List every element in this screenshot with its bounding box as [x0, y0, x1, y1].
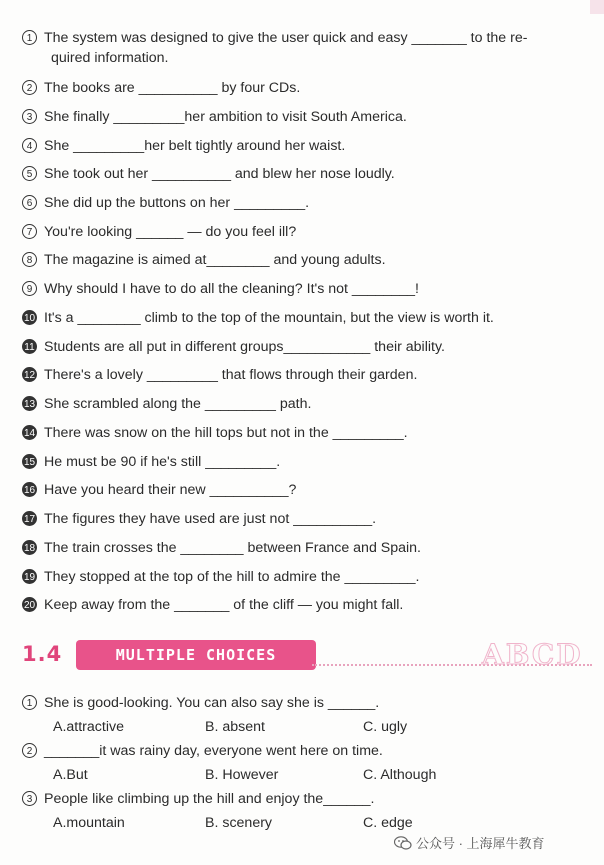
question-number: 4: [22, 138, 37, 153]
mc-option-b: B. absent: [205, 719, 265, 735]
section-number: 1.4: [22, 642, 63, 666]
section-header: [22, 638, 592, 674]
question-text: She scrambled along the _________ path.: [44, 396, 312, 412]
question-12: [22, 365, 584, 385]
question-text: The figures they have used are just not __________.: [44, 511, 377, 527]
question-number: 14: [22, 425, 37, 440]
question-text: Students are all put in different groups___________ their ability.: [44, 339, 445, 355]
question-10: [22, 308, 584, 328]
question-text: She finally _________her ambition to visit South America.: [44, 109, 407, 125]
question-16: [22, 480, 584, 500]
question-number: 3: [22, 109, 37, 124]
question-9: [22, 279, 584, 299]
question-number: 20: [22, 597, 37, 612]
question-text: The magazine is aimed at________ and young adults.: [44, 252, 386, 268]
question-text: There's a lovely _________ that flows through their garden.: [44, 367, 418, 383]
question-text: You're looking ______ — do you feel ill?: [44, 224, 297, 240]
question-text: He must be 90 if he's still _________.: [44, 454, 281, 470]
question-text: Keep away from the _______ of the cliff — you might fall.: [44, 597, 404, 613]
question-19: [22, 567, 584, 587]
question-20: [22, 595, 584, 615]
question-15: [22, 452, 584, 472]
question-number: 7: [22, 224, 37, 239]
question-text: She is good-looking. You can also say she is ______.: [44, 695, 380, 711]
mc-option-b: B. However: [205, 767, 279, 783]
mc-question-3: [22, 789, 584, 809]
question-6: [22, 193, 584, 213]
question-text: It's a ________ climb to the top of the mountain, but the view is worth it.: [44, 310, 494, 326]
question-number: 1: [22, 695, 37, 710]
question-1: [22, 28, 584, 68]
question-text: She took out her __________ and blew her nose loudly.: [44, 166, 395, 182]
question-text: She did up the buttons on her _________.: [44, 195, 310, 211]
question-number: 2: [22, 743, 37, 758]
question-number: 6: [22, 195, 37, 210]
question-text: Why should I have to do all the cleaning? It's not ________!: [44, 281, 419, 297]
question-number: 2: [22, 80, 37, 95]
mc-option-c: C. edge: [363, 815, 413, 831]
question-number: 10: [22, 310, 37, 325]
question-8: [22, 250, 584, 270]
question-number: 8: [22, 252, 37, 267]
question-text: They stopped at the top of the hill to admire the _________.: [44, 569, 420, 585]
question-4: [22, 136, 584, 156]
section-decoration: ABCD: [482, 638, 583, 671]
mc-option-a: A.mountain: [53, 815, 125, 831]
mc-option-c: C. Although: [363, 767, 437, 783]
question-number: 13: [22, 396, 37, 411]
mc-question-2: [22, 741, 584, 761]
question-18: [22, 538, 584, 558]
question-14: [22, 423, 584, 443]
question-number: 16: [22, 482, 37, 497]
question-11: [22, 337, 584, 357]
section-title: MULTIPLE CHOICES: [76, 640, 316, 670]
question-number: 3: [22, 791, 37, 806]
question-2: [22, 78, 584, 98]
question-number: 9: [22, 281, 37, 296]
footer-watermark: [394, 833, 545, 852]
question-text: The train crosses the ________ between France and Spain.: [44, 540, 422, 556]
question-number: 12: [22, 367, 37, 382]
question-text: _______it was rainy day, everyone went here on time.: [44, 743, 383, 759]
question-number: 15: [22, 454, 37, 469]
question-text-continued: quired information.: [51, 50, 169, 66]
mc-option-c: C. ugly: [363, 719, 408, 735]
question-number: 17: [22, 511, 37, 526]
mc-option-b: B. scenery: [205, 815, 273, 831]
mc-option-a: A.But: [53, 767, 88, 783]
question-5: [22, 164, 584, 184]
wechat-icon: [394, 836, 412, 850]
question-text: People like climbing up the hill and enjoy the______.: [44, 791, 375, 807]
question-text: The books are __________ by four CDs.: [44, 80, 301, 96]
question-number: 19: [22, 569, 37, 584]
mc-question-1: [22, 693, 584, 713]
question-text: The system was designed to give the user quick and easy _______ to the re-: [44, 30, 528, 46]
question-7: [22, 222, 584, 242]
question-3: [22, 107, 584, 127]
question-text: There was snow on the hill tops but not in the _________.: [44, 425, 408, 441]
question-17: [22, 509, 584, 529]
page-corner-decoration: [590, 0, 604, 14]
question-number: 5: [22, 166, 37, 181]
question-number: 1: [22, 30, 37, 45]
question-13: [22, 394, 584, 414]
question-text: Have you heard their new __________?: [44, 482, 297, 498]
question-text: She _________her belt tightly around her waist.: [44, 138, 346, 154]
mc-option-a: A.attractive: [53, 719, 124, 735]
footer-text: 公众号 · 上海犀牛教育: [416, 836, 545, 851]
question-number: 18: [22, 540, 37, 555]
question-number: 11: [22, 339, 37, 354]
